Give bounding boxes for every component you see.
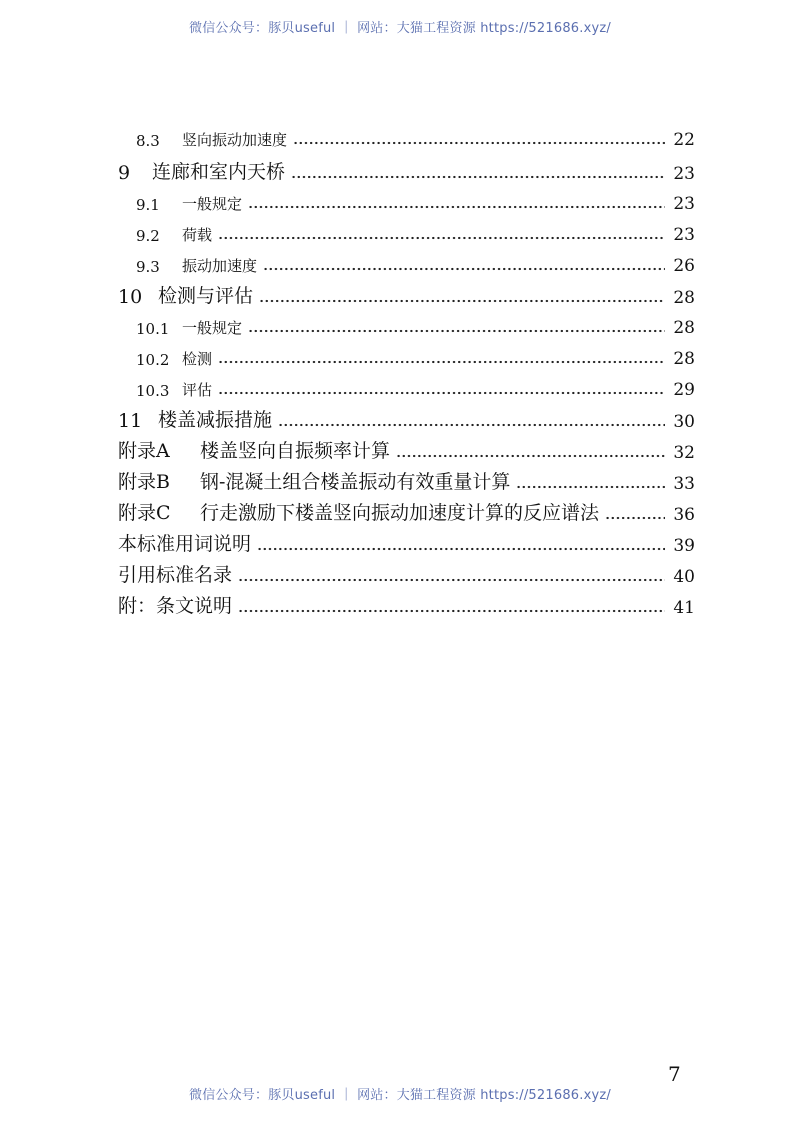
toc-page-number: 36	[673, 505, 695, 525]
toc-entry-10-2	[118, 347, 695, 369]
toc-title: 本标准用词说明	[118, 533, 252, 555]
toc-entry-normative-references	[118, 561, 695, 587]
toc-entry-8-3	[118, 128, 695, 150]
footer-watermark: 微信公众号：豚贝useful ｜ 网站：大猫工程资源 https://521686.xyz/	[189, 1088, 611, 1103]
toc-page-number: 28	[673, 288, 695, 308]
toc-number: 9.2	[136, 227, 160, 245]
dot-leader	[218, 391, 665, 395]
toc-number: 9	[118, 162, 131, 184]
toc-entry-10-1	[118, 316, 695, 338]
toc-title: 行走激励下楼盖竖向振动加速度计算的反应谱法	[200, 502, 600, 524]
dot-leader	[218, 360, 665, 364]
toc-number: 10.1	[136, 320, 170, 338]
toc-entry-9-2	[118, 223, 695, 245]
toc-number: 10.3	[136, 382, 170, 400]
dot-leader	[259, 299, 665, 303]
header-watermark: 微信公众号：豚贝useful ｜ 网站：大猫工程资源 https://521686.xyz/	[189, 21, 611, 36]
toc-number: 10	[118, 286, 143, 308]
toc-number: 附录C	[118, 502, 171, 524]
toc-entry-9-1	[118, 192, 695, 214]
toc-title: 一般规定	[182, 319, 243, 337]
dot-leader	[248, 205, 665, 209]
toc-page-number: 23	[673, 194, 695, 214]
toc-page-number: 26	[673, 256, 695, 276]
toc-page-number: 30	[673, 412, 695, 432]
toc-page-number: 28	[673, 349, 695, 369]
toc-title: 连廊和室内天桥	[152, 161, 286, 183]
toc-number: 附录A	[118, 440, 170, 462]
toc-page-number: 23	[673, 164, 695, 184]
dot-leader	[278, 423, 665, 427]
toc-entry-10	[118, 282, 695, 308]
dot-leader	[293, 141, 665, 145]
dot-leader	[605, 516, 665, 520]
toc-title: 检测与评估	[158, 285, 254, 307]
toc-page-number: 39	[673, 536, 695, 556]
toc-title: 检测	[182, 350, 213, 368]
toc-title: 钢-混凝土组合楼盖振动有效重量计算	[200, 471, 511, 493]
dot-leader	[396, 454, 665, 458]
toc-title: 评估	[182, 381, 213, 399]
toc-title: 振动加速度	[182, 257, 258, 275]
dot-leader	[248, 329, 665, 333]
toc-page-number: 40	[673, 567, 695, 587]
dot-leader	[291, 175, 665, 179]
toc-entry-10-3	[118, 378, 695, 400]
page-number: 7	[668, 1062, 681, 1086]
toc-number: 9.1	[136, 196, 160, 214]
toc-page-number: 22	[673, 130, 695, 150]
toc-page-number: 28	[673, 318, 695, 338]
toc-page-number: 33	[673, 474, 695, 494]
toc-number: 8.3	[136, 132, 160, 150]
toc-title: 荷载	[182, 226, 213, 244]
toc-entry-11	[118, 406, 695, 432]
toc-entry-terms	[118, 530, 695, 556]
dot-leader	[257, 547, 665, 551]
toc-number: 9.3	[136, 258, 160, 276]
toc-title: 一般规定	[182, 195, 243, 213]
toc-entry-9-3	[118, 254, 695, 276]
toc-page-number: 23	[673, 225, 695, 245]
toc-page-number: 29	[673, 380, 695, 400]
toc-entry-appendix-c	[118, 499, 695, 525]
dot-leader	[238, 609, 665, 613]
toc-page-number: 32	[673, 443, 695, 463]
toc-title: 楼盖减振措施	[158, 409, 273, 431]
toc-number: 11	[118, 410, 143, 432]
toc-title: 附：条文说明	[118, 595, 233, 617]
toc-number: 附录B	[118, 471, 170, 493]
toc-entry-appendix-a	[118, 437, 695, 463]
toc-title: 竖向振动加速度	[182, 131, 288, 149]
dot-leader	[238, 578, 665, 582]
toc-entry-appendix-b	[118, 468, 695, 494]
dot-leader	[263, 267, 665, 271]
dot-leader	[218, 236, 665, 240]
toc-entry-explanation	[118, 592, 695, 618]
toc-number: 10.2	[136, 351, 170, 369]
toc-title: 楼盖竖向自振频率计算	[200, 440, 391, 462]
toc-title: 引用标准名录	[118, 564, 233, 586]
toc-page-number: 41	[673, 598, 695, 618]
dot-leader	[516, 485, 665, 489]
toc-entry-9	[118, 158, 695, 184]
